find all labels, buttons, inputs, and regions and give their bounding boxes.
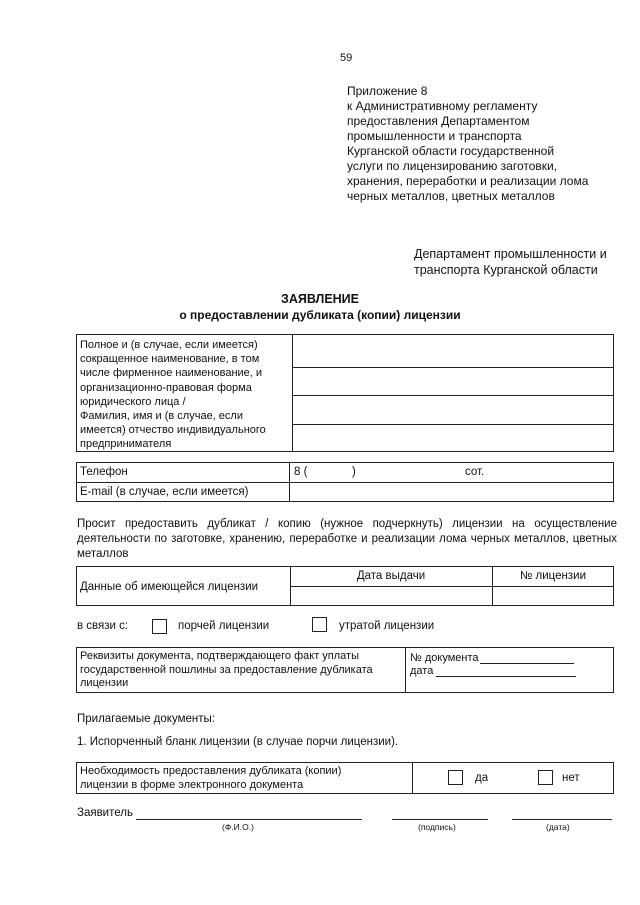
fee-label: Реквизиты документа, подтверждающего факт уплаты государственной пошлины за предоставление дубликата лицензии [80,650,373,689]
phone-label: Телефон [80,466,128,478]
license-label: Данные об имеющейся лицензии [80,581,259,593]
phone-code-field[interactable] [310,464,350,480]
appendix-line: хранения, переработки и реализации лома [347,174,589,188]
mobile-field[interactable] [490,464,610,480]
applicant-name-field-2[interactable] [294,369,612,393]
electronic-yes-label: да [475,772,489,784]
applicant-name-field-4[interactable] [294,426,612,450]
license-number-field[interactable] [494,588,612,604]
appendix-line: Курганской области государственной [347,144,555,158]
license-number-header: № лицензии [520,570,586,582]
applicant-name-field-3[interactable] [294,397,612,422]
electronic-yes-checkbox[interactable] [448,770,463,785]
appendix-line: Приложение 8 [347,84,428,98]
reason-prefix: в связи с: [77,620,129,632]
damage-checkbox[interactable] [152,619,167,634]
doc-date-label: дата [410,665,434,677]
request-paragraph: Просит предоставить дубликат / копию (нужное подчеркнуть) лицензии на осуществление деятельности по заготовке, хранению, переработке и реализации лома черных металлов, цветных металлов [77,518,617,560]
email-field[interactable] [292,484,612,500]
applicant-name-field-1[interactable] [294,336,612,365]
email-label: E-mail (в случае, если имеется) [80,486,249,498]
applicant-label: Заявитель [77,807,133,819]
appendix-line: услуги по лицензированию заготовки, [347,159,558,173]
appendix-line: промышленности и транспорта [347,129,522,143]
loss-option-label: утратой лицензии [339,620,435,632]
attachments-heading: Прилагаемые документы: [77,713,215,725]
signature-field[interactable] [392,819,488,820]
date-field[interactable] [512,819,612,820]
appendix-line: предоставления Департаментом [347,114,530,128]
electronic-no-checkbox[interactable] [538,770,553,785]
document-title: ЗАЯВЛЕНИЕ [280,292,359,306]
appendix-block [347,84,627,204]
electronic-no-label: нет [562,772,580,784]
date-header: Дата выдачи [356,570,426,582]
issue-date-field[interactable] [292,588,490,604]
page-number: 59 [340,52,353,64]
phone-paren: ) [352,466,356,478]
damage-option-label: порчей лицензии [178,620,270,632]
attachment-item: 1. Испорченный бланк лицензии (в случае порчи лицензии). [77,736,399,748]
appendix-line: черных металлов, цветных металлов [347,189,555,203]
doc-number-field[interactable] [480,663,574,664]
applicant-label: Полное и (в случае, если имеется) сокращенное наименование, в том числе фирменное наименование, и организационно-правовая форма юридического лица / Фамилия, имя и (в случае, если имеется) отчество индивидуального предпринимателя [80,339,266,451]
mobile-label: сот. [465,466,485,478]
doc-number-label: № документа [410,652,479,664]
fio-field[interactable] [136,819,362,820]
doc-date-field[interactable] [436,676,576,677]
phone-number-field[interactable] [358,464,458,480]
sign-caption: (подпись) [418,822,456,832]
phone-prefix: 8 ( [294,466,308,478]
document-subtitle: о предоставлении дубликата (копии) лицензии [179,308,461,322]
fio-caption: (Ф.И.О.) [222,822,254,832]
electronic-label: Необходимость предоставления дубликата (копии) лицензии в форме электронного документа [80,765,342,791]
recipient-line: Департамент промышленности и [414,247,607,261]
loss-checkbox[interactable] [312,617,327,632]
appendix-line: к Административному регламенту [347,99,538,113]
recipient-block [414,246,636,278]
date-caption: (дата) [546,822,570,832]
recipient-line: транспорта Курганской области [414,263,598,277]
